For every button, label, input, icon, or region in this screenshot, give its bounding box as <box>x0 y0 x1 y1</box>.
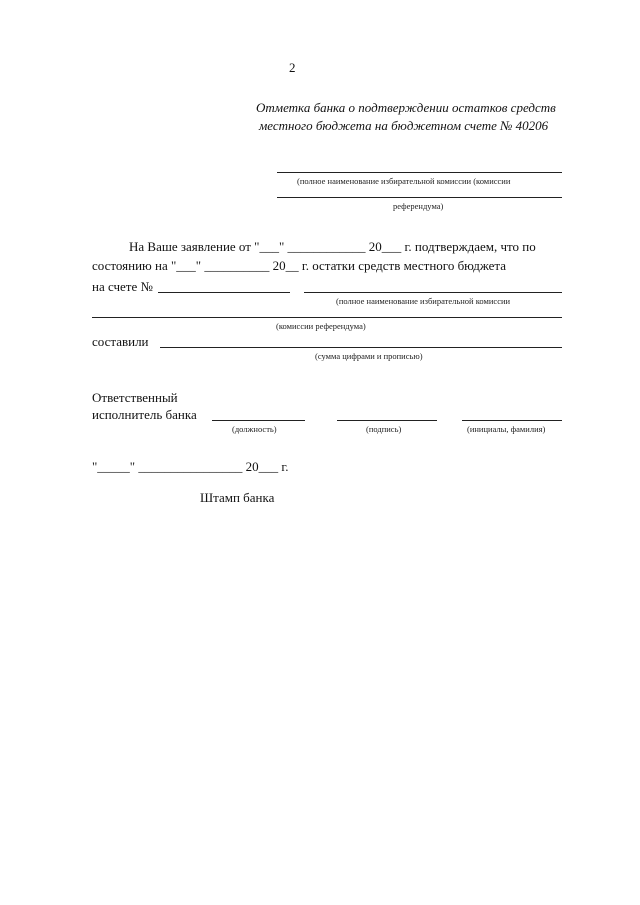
account-commission-line-1 <box>304 292 562 293</box>
page-number: 2 <box>289 60 296 75</box>
position-line <box>212 420 305 421</box>
account-caption-1: (полное наименование избирательной комиссии <box>336 296 511 306</box>
signature-label-2: исполнитель банка <box>92 407 197 422</box>
commission-caption-1: (полное наименование избирательной комиссии (комиссии <box>297 176 511 186</box>
amount-label: составили <box>92 334 149 349</box>
account-caption-2: (комиссии референдума) <box>276 321 366 331</box>
commission-caption-2: референдума) <box>393 201 444 211</box>
sign-caption: (подпись) <box>366 424 402 434</box>
account-commission-line-2 <box>92 317 562 318</box>
statement-line-2: состоянию на "___" __________ 20__ г. остатки средств местного бюджета <box>92 258 507 273</box>
position-caption: (должность) <box>232 424 277 434</box>
signature-label-1: Ответственный <box>92 390 178 405</box>
date-line: "_____" ________________ 20___ г. <box>92 459 289 474</box>
statement-line-1: На Ваше заявление от "___" ____________ 20___ г. подтверждаем, что по <box>129 239 536 254</box>
account-number-line <box>158 292 290 293</box>
amount-line <box>160 347 562 348</box>
header-line-2: местного бюджета на бюджетном счете № 40206 <box>259 118 549 133</box>
stamp-label: Штамп банка <box>200 490 275 505</box>
amount-caption: (сумма цифрами и прописью) <box>315 351 423 361</box>
sign-line <box>337 420 437 421</box>
account-label: на счете № <box>92 279 153 294</box>
name-caption: (инициалы, фамилия) <box>467 424 546 434</box>
name-line <box>462 420 562 421</box>
commission-name-line-1 <box>277 172 562 173</box>
header-line-1: Отметка банка о подтверждении остатков средств <box>256 100 556 115</box>
commission-name-line-2 <box>277 197 562 198</box>
